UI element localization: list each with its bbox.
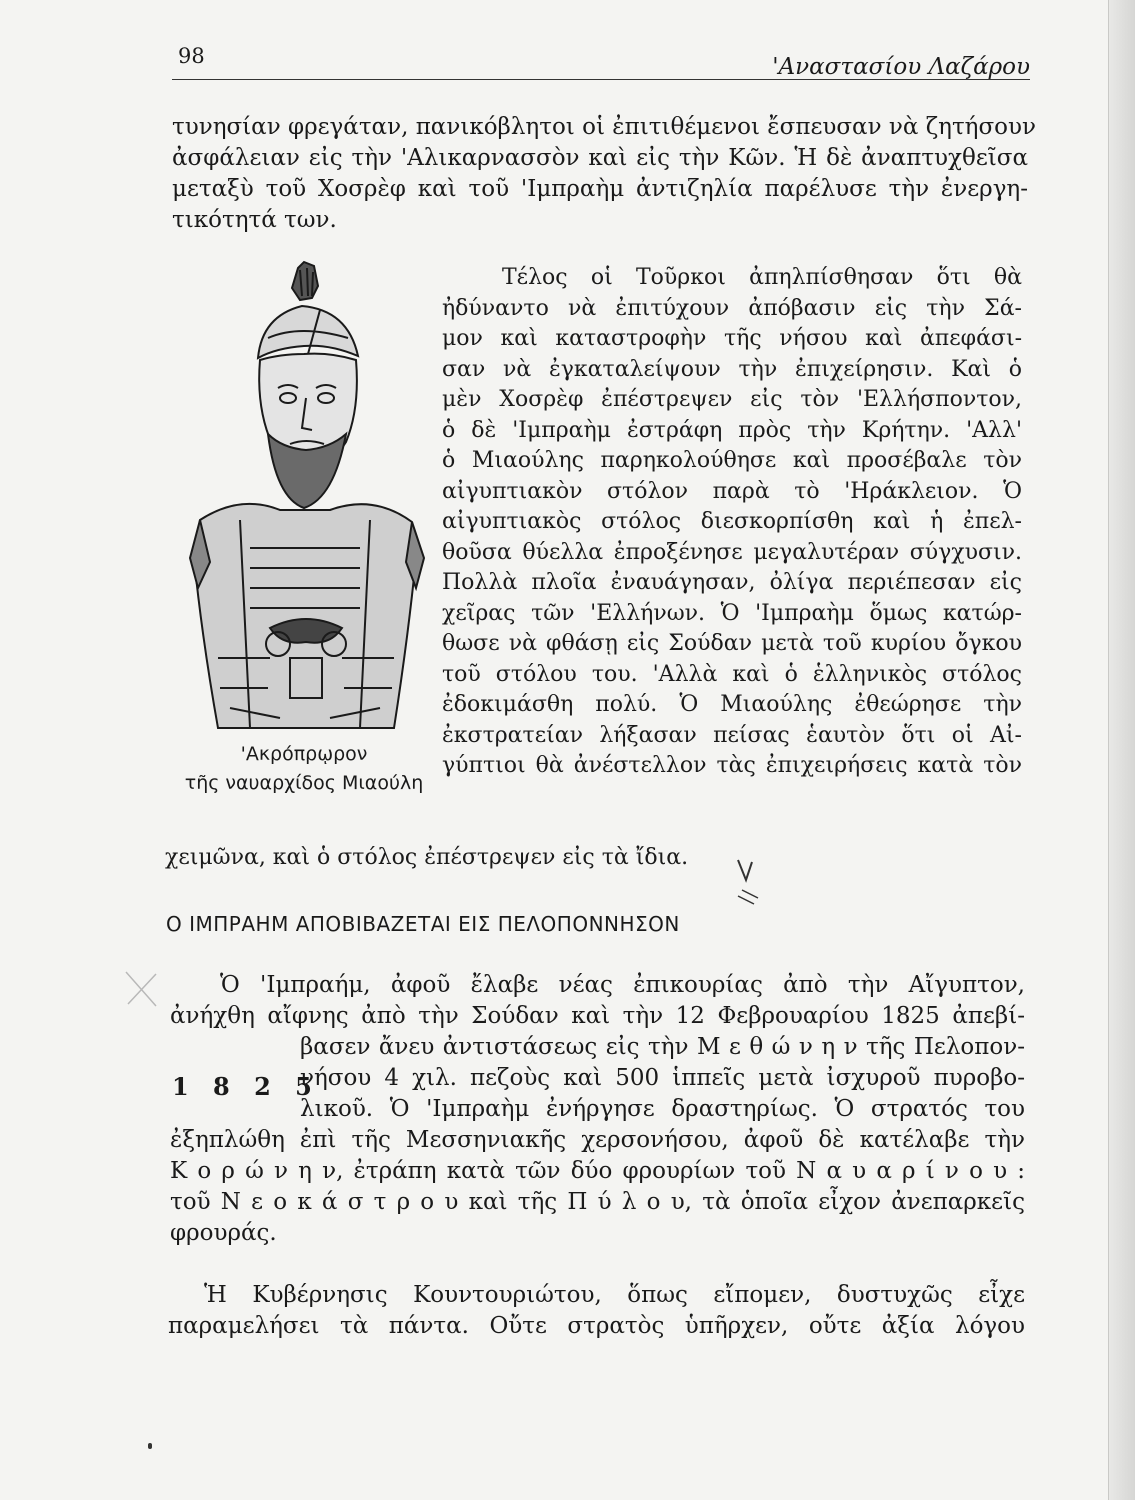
text-line: ὁ δὲ 'Ιμπραὴμ ἐστράφη πρὸς τὴν Κρήτην. 'Αλλ'	[442, 417, 1022, 443]
text-line: ἐξηπλώθη ἐπὶ τῆς Μεσσηνιακῆς χερσονήσου, ἀφοῦ δὲ κατέλαβε τὴν	[170, 1127, 1025, 1153]
page-edge	[1108, 0, 1135, 1500]
text-line: παραμελήσει τὰ πάντα. Οὔτε στρατὸς ὑπῆρχεν, οὔτε ἀξία λόγου	[168, 1313, 1025, 1339]
text-line: Πολλὰ πλοῖα ἐναυάγησαν, ὀλίγα περιέπεσαν εἰς	[442, 570, 1022, 595]
running-head: 'Αναστασίου Λαζάρου	[772, 54, 1030, 80]
text-line: Κ ο ρ ώ ν η ν, ἐτράπη κατὰ τῶν δύο φρουρίων τοῦ Ν α υ α ρ ί ν ο υ :	[170, 1158, 1025, 1184]
paragraph-1	[172, 112, 1036, 236]
text-line: ἠδύναντο νὰ ἐπιτύχουν ἀπόβασιν εἰς τὴν Σά-	[442, 295, 1022, 321]
paragraph-3	[170, 970, 1025, 1249]
pen-mark	[728, 850, 768, 910]
text-line: λικοῦ. Ὁ 'Ιμπραὴμ ἐνήργησε δραστηρίως. Ὁ στρατός του	[300, 1096, 1025, 1122]
faint-x-mark	[122, 968, 162, 1010]
text-line: ἐδοκιμάσθη πολύ. Ὁ Μιαούλης ἐθεώρησε τὴν	[442, 692, 1022, 717]
text-line: φρουράς.	[170, 1220, 277, 1246]
paragraph-2-end	[165, 842, 688, 873]
text-line: τικότητά των.	[172, 207, 337, 233]
text-line: θοῦσα θύελλα ἐπροξένησε μεγαλυτέραν σύγχυσιν.	[442, 539, 1022, 565]
bust-drawing	[180, 258, 430, 738]
caption-line: τῆς ναυαρχίδος Μιαούλη	[184, 772, 424, 794]
text-line: θωσε νὰ φθάσῃ εἰς Σούδαν μετὰ τοῦ κυρίου ὄγκου	[442, 631, 1022, 656]
text-line: ἐκστρατείαν λήξασαν πείσας ἑαυτὸν ὅτι οἱ Αἰ-	[442, 722, 1022, 748]
text-line: βασεν ἄνευ ἀντιστάσεως εἰς τὴν Μ ε θ ώ ν η ν τῆς Πελοπον-	[300, 1034, 1025, 1060]
text-line: Ὁ 'Ιμπραήμ, ἀφοῦ ἔλαβε νέας ἐπικουρίας ἀπὸ τὴν Αἴγυπτον,	[220, 972, 1025, 998]
text-line: αἰγυπτιακὸς στόλος διεσκορπίσθη καὶ ἡ ἐπελ-	[442, 509, 1022, 534]
caption-line: 'Ακρόπρῳρον	[240, 743, 368, 765]
paragraph-4	[168, 1280, 1025, 1342]
text-line: τοῦ στόλου του. 'Αλλὰ καὶ ὁ ἑλληνικὸς στόλος	[442, 661, 1022, 687]
text-line: Ἡ Κυβέρνησις Κουντουριώτου, ὅπως εἴπομεν, δυστυχῶς εἶχε	[204, 1282, 1025, 1308]
page-number: 98	[178, 44, 205, 68]
margin-year: 1 8 2 5	[172, 1072, 320, 1101]
text-line: ὁ Μιαούλης παρηκολούθησε καὶ προσέβαλε τὸν	[442, 448, 1022, 473]
text-line: μον καὶ καταστροφὴν τῆς νήσου καὶ ἀπεφάσι-	[442, 326, 1022, 351]
text-line: μὲν Χοσρὲφ ἐπέστρεψεν εἰς τὸν 'Ελλήσποντον,	[442, 387, 1022, 412]
text-line: γύπτιοι θὰ ἀνέστελλον τὰς ἐπιχειρήσεις κατὰ τὸν	[442, 753, 1022, 778]
figure-caption	[174, 740, 434, 798]
text-line: τοῦ Ν ε ο κ ά σ τ ρ ο υ καὶ τῆς Π ύ λ ο υ, τὰ ὁποῖα εἶχον ἀνεπαρκεῖς	[170, 1189, 1025, 1215]
paragraph-2	[442, 263, 1022, 782]
header-rule	[172, 79, 1030, 80]
figurehead-illustration	[180, 258, 430, 738]
text-line: χεῖρας τῶν 'Ελλήνων. Ὁ 'Ιμπραὴμ ὅμως κατώρ-	[442, 600, 1022, 626]
page-header	[172, 40, 1030, 80]
text-line: τυνησίαν φρεγάταν, πανικόβλητοι οἱ ἐπιτιθέμενοι ἔσπευσαν νὰ ζητήσουν	[172, 114, 1036, 140]
section-heading: Ο ΙΜΠΡΑΗΜ ΑΠΟΒΙΒΑΖΕΤΑΙ ΕΙΣ ΠΕΛΟΠΟΝΝΗΣΟΝ	[166, 912, 680, 936]
text-line: χειμῶνα, καὶ ὁ στόλος ἐπέστρεψεν εἰς τὰ ἴδια.	[165, 845, 689, 870]
text-line: σαν νὰ ἐγκαταλείψουν τὴν ἐπιχείρησιν. Καὶ ὁ	[442, 356, 1022, 382]
text-line: ἀσφάλειαν εἰς τὴν 'Αλικαρνασσὸν καὶ εἰς τὴν Κῶν. Ἡ δὲ ἀναπτυχθεῖσα	[172, 145, 1028, 171]
text-line: μεταξὺ τοῦ Χοσρὲφ καὶ τοῦ 'Ιμπραὴμ ἀντιζηλία παρέλυσε τὴν ἐνεργη-	[172, 176, 1028, 202]
ink-dot	[148, 1443, 152, 1449]
text-line: αἰγυπτιακὸν στόλον παρὰ τὸ 'Ηράκλειον. Ὁ	[442, 478, 1022, 504]
text-line: ἀνήχθη αἴφνης ἀπὸ τὴν Σούδαν καὶ τὴν 12 Φεβρουαρίου 1825 ἀπεβί-	[170, 1003, 1025, 1029]
text-line: νήσου 4 χιλ. πεζοὺς καὶ 500 ἱππεῖς μετὰ ἰσχυροῦ πυροβο-	[300, 1065, 1025, 1091]
text-line: Τέλος οἱ Τοῦρκοι ἀπηλπίσθησαν ὅτι θὰ	[502, 265, 1022, 290]
